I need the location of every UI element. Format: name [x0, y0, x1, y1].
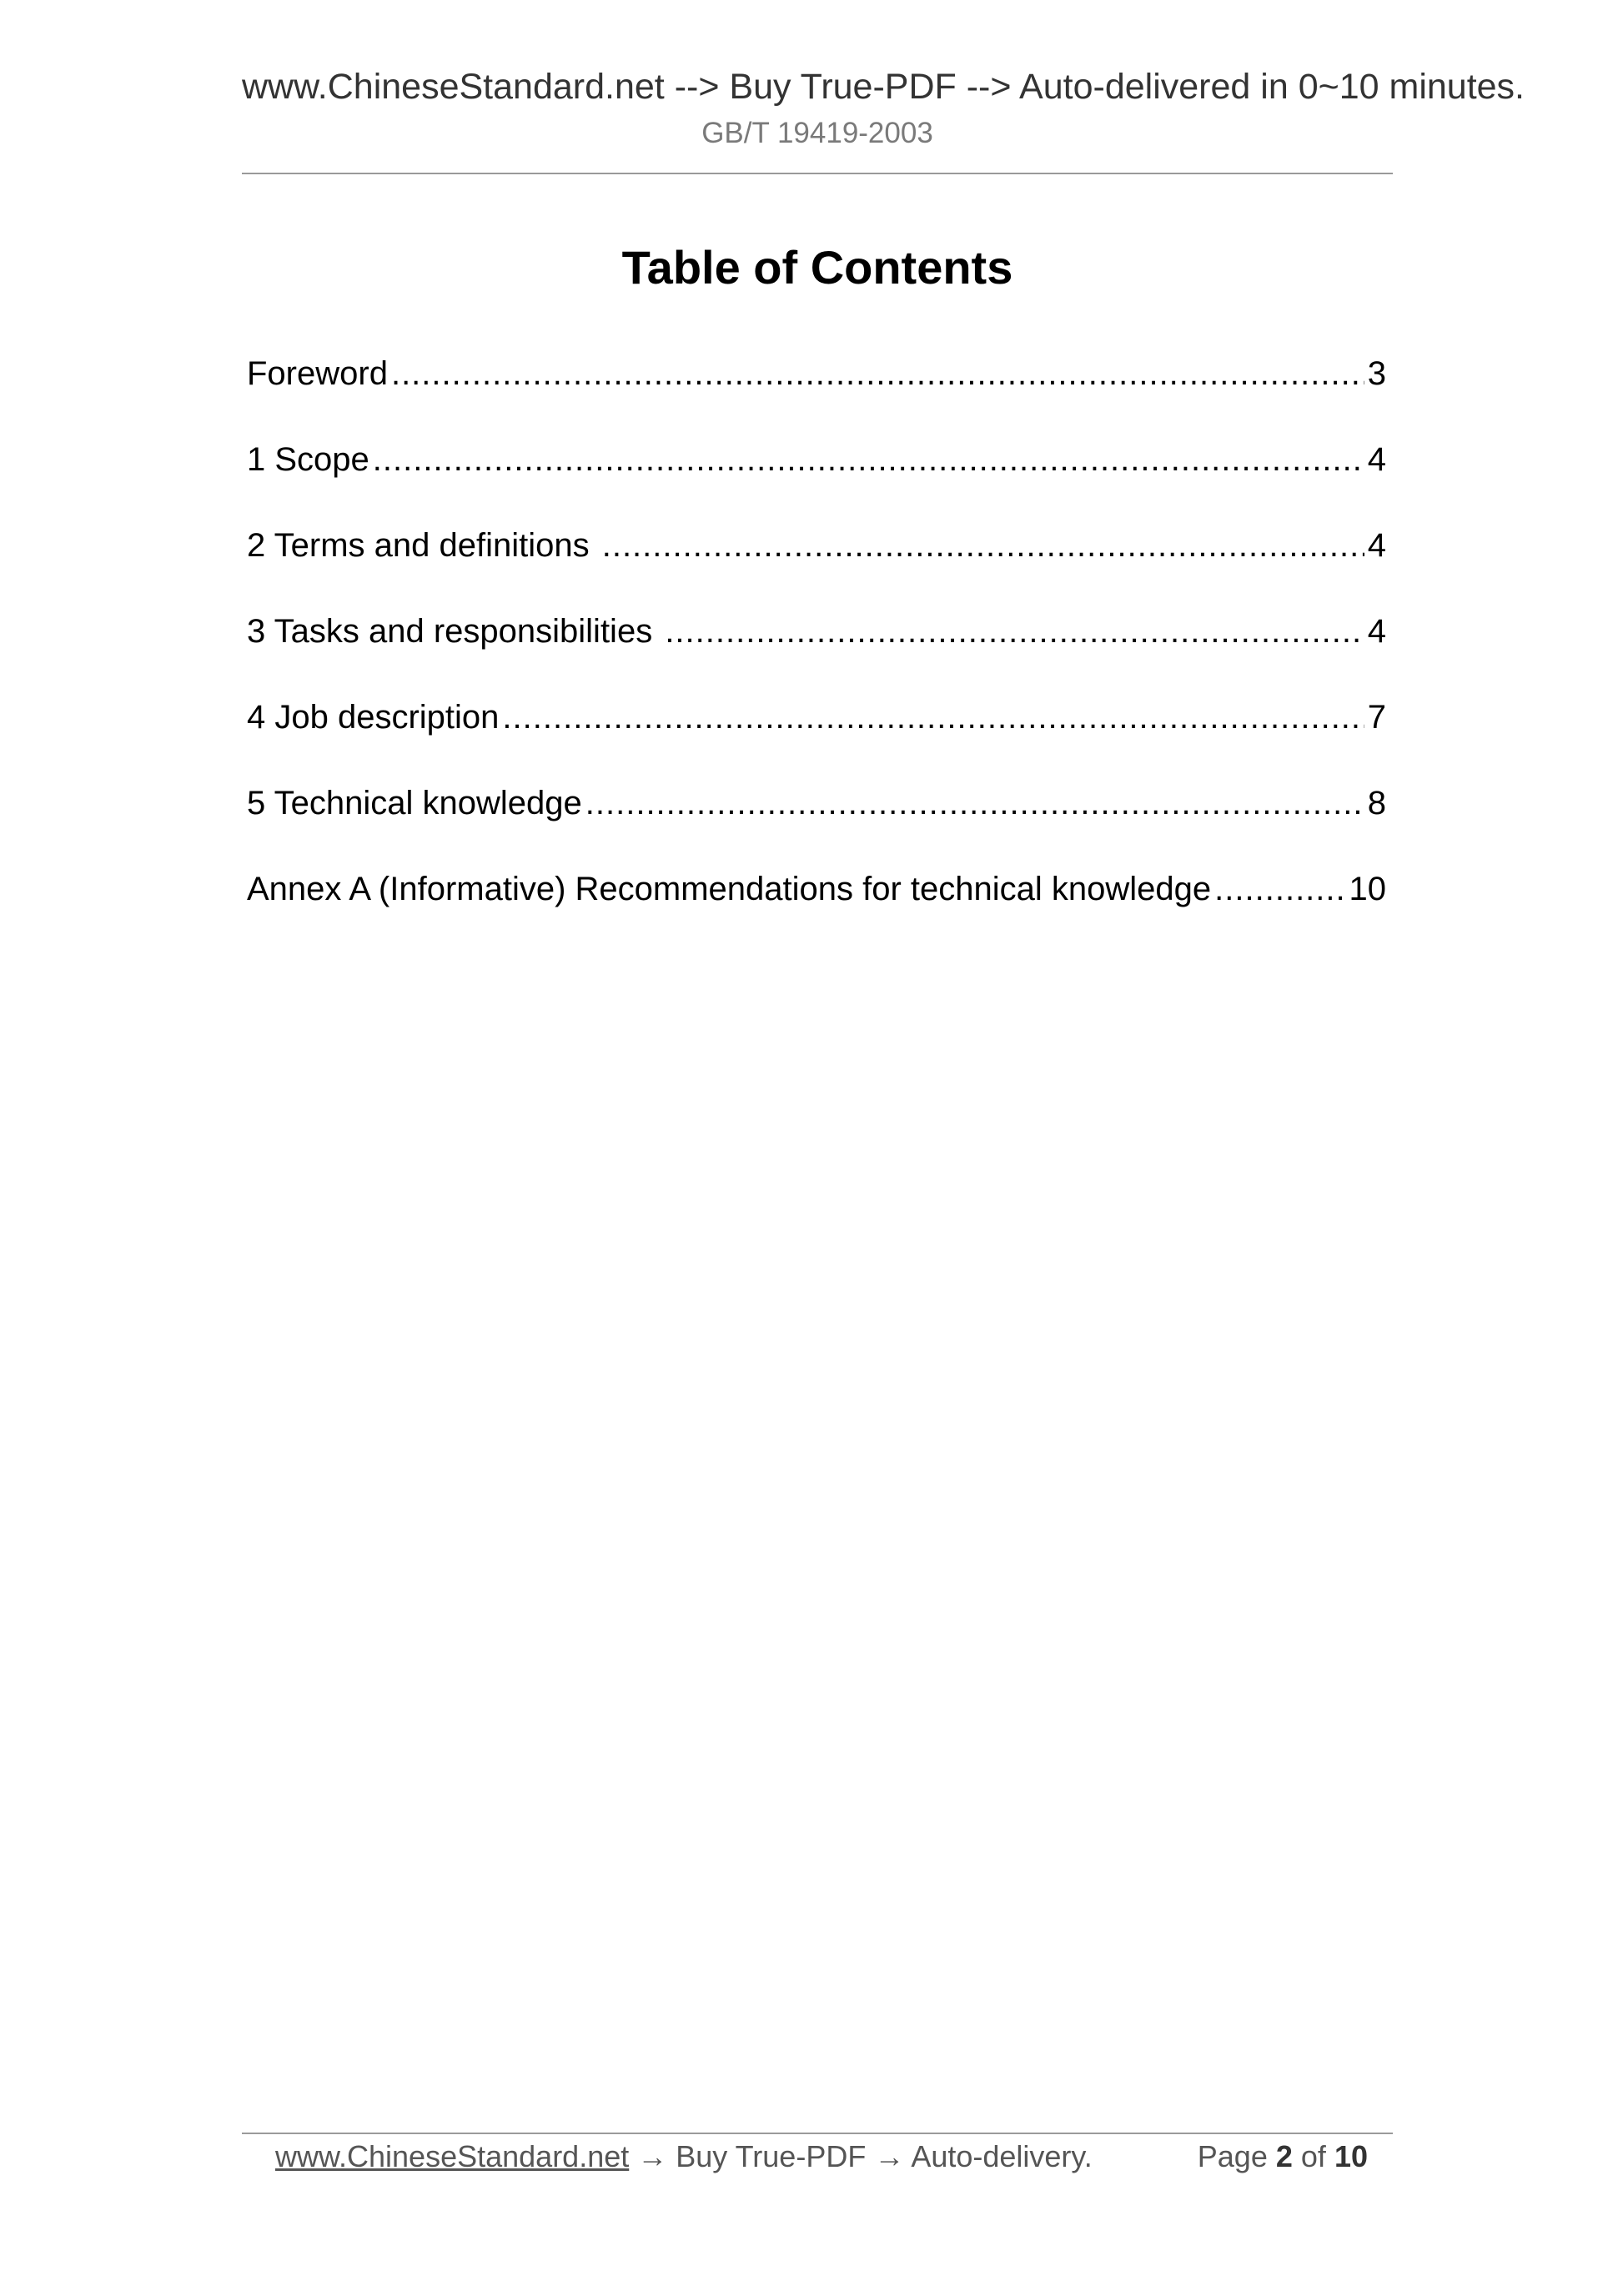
total-pages-number: 10: [1334, 2139, 1368, 2173]
toc-entry-label: 1 Scope: [247, 441, 369, 478]
toc-entry-label: 5 Technical knowledge: [247, 785, 582, 821]
toc-entry-label: 2 Terms and definitions: [247, 527, 599, 564]
dot-leader: [1214, 866, 1345, 912]
toc-entry-label: Annex A (Informative) Recommendations for technical knowledge: [247, 871, 1212, 907]
current-page-number: 2: [1275, 2139, 1293, 2173]
toc-entry-scope[interactable]: [247, 436, 1386, 522]
dot-leader: [373, 436, 1364, 483]
footer-promo: [275, 2139, 1198, 2174]
standard-code: GB/T 19419-2003: [701, 117, 933, 149]
toc-list: [247, 350, 1386, 952]
dot-leader: [585, 780, 1364, 826]
footer-promo-text: → Buy True-PDF → Auto-delivery.: [629, 2139, 1093, 2173]
toc-entry-page: 4: [1367, 613, 1386, 650]
toc-entry-terms-and-definitions[interactable]: [247, 522, 1386, 608]
toc-entry-technical-knowledge[interactable]: [247, 780, 1386, 866]
toc-entry-foreword[interactable]: [247, 350, 1386, 436]
toc-entry-page: 4: [1367, 441, 1386, 478]
toc-entry-page: 8: [1367, 785, 1386, 821]
of-word: of: [1300, 2139, 1326, 2173]
dot-leader: [391, 350, 1364, 397]
dot-leader: [665, 608, 1364, 655]
toc-entry-label: 4 Job description: [247, 699, 500, 736]
page-word: Page: [1197, 2139, 1268, 2173]
toc-title: Table of Contents: [621, 241, 1013, 294]
header-divider: [242, 173, 1393, 174]
toc-entry-label: Foreword: [247, 355, 388, 392]
header-promo-text: www.ChineseStandard.net --> Buy True-PDF --> Auto-delivered in 0~10 minutes.: [242, 67, 1525, 107]
page-indicator: [1198, 2139, 1368, 2174]
header-block: [242, 63, 1525, 152]
toc-entry-label: 3 Tasks and responsibilities: [247, 613, 662, 650]
toc-entry-page: 10: [1349, 871, 1386, 907]
toc-entry-job-description[interactable]: [247, 694, 1386, 780]
page-footer: [275, 2132, 1368, 2182]
toc-entry-page: 3: [1367, 355, 1386, 392]
footer-site-link[interactable]: www.ChineseStandard.net: [275, 2139, 630, 2173]
toc-entry-page: 4: [1367, 527, 1386, 564]
dot-leader: [502, 694, 1364, 741]
toc-entry-annex-a[interactable]: [247, 866, 1386, 952]
toc-entry-tasks-and-responsibilities[interactable]: [247, 608, 1386, 694]
dot-leader: [602, 522, 1364, 569]
toc-entry-page: 7: [1367, 699, 1386, 736]
